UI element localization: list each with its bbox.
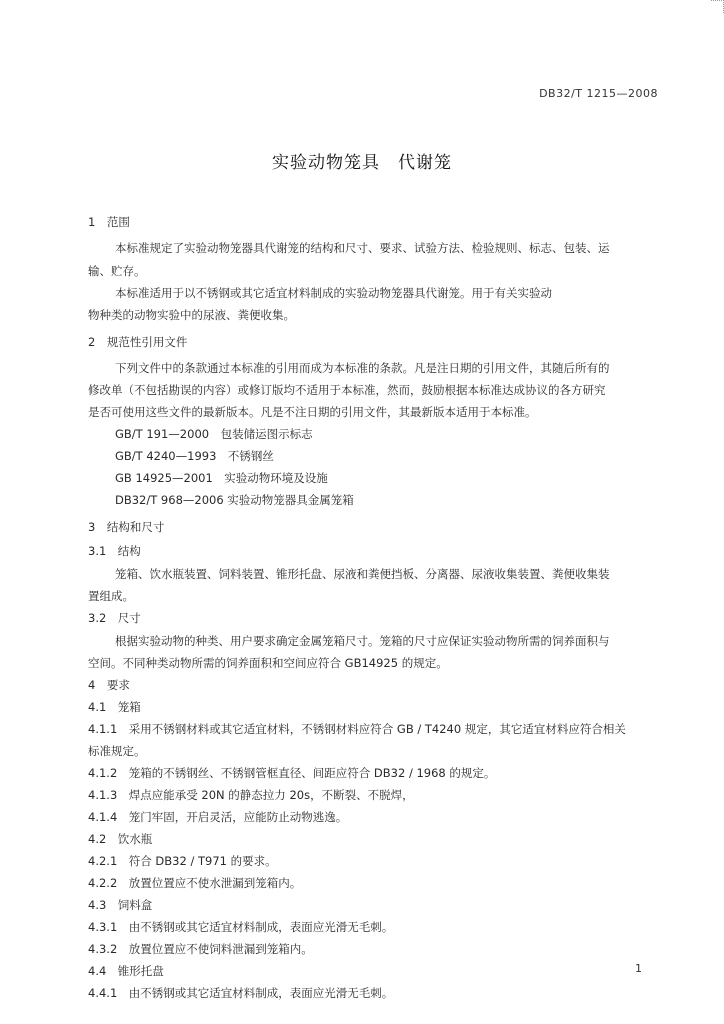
clause-4-1-3: 4.1.3 焊点应能承受 20N 的静态拉力 20s，不断裂、不脱焊， <box>88 788 414 802</box>
section-1-para-2: 本标准适用于以不锈钢或其它适宜材料制成的实验动物笼器具代谢笼。用于有关实验动 <box>115 286 552 300</box>
reference-item: GB/T 4240—1993 不锈钢丝 <box>115 449 274 463</box>
section-3-1-heading: 3.1 结构 <box>88 544 141 558</box>
clause-4-1-2: 4.1.2 笼箱的不锈钢丝、不锈钢管框直径、间距应符合 DB32 / 1968 的规定。 <box>88 766 496 780</box>
section-2-para-cont-1: 修改单（不包括勘误的内容）或修订版均不适用于本标准，然而，鼓励根据本标准达成协议的各方研究 <box>88 383 606 397</box>
clause-4-3-1: 4.3.1 由不锈钢或其它适宜材料制成，表面应光滑无毛刺。 <box>88 920 394 934</box>
clause-4-4-1: 4.4.1 由不锈钢或其它适宜材料制成，表面应光滑无毛刺。 <box>88 986 394 1000</box>
document-title: 实验动物笼具 代谢笼 <box>272 153 452 173</box>
section-3-2-para-cont: 空间。不同种类动物所需的饲养面积和空间应符合 GB14925 的规定。 <box>88 656 448 670</box>
section-1-para-1-cont: 输、贮存。 <box>88 264 146 278</box>
clause-4-1-1-cont: 标准规定。 <box>88 744 146 758</box>
clause-4-2-2: 4.2.2 放置位置应不使水泄漏到笼箱内。 <box>88 876 302 890</box>
section-2-para-cont-2: 是否可使用这些文件的最新版本。凡是不注日期的引用文件，其最新版本适用于本标准。 <box>88 405 537 419</box>
reference-item: GB 14925—2001 实验动物环境及设施 <box>115 471 328 485</box>
standard-number: DB32/T 1215—2008 <box>539 87 658 100</box>
section-3-2-para: 根据实验动物的种类、用户要求确定金属笼箱尺寸。笼箱的尺寸应保证实验动物所需的饲养面积与 <box>115 634 610 648</box>
section-3-1-para: 笼箱、饮水瓶装置、饲料装置、锥形托盘、尿液和粪便挡板、分离器、尿液收集装置、粪便收集装 <box>115 567 610 581</box>
reference-item: GB/T 191—2000 包装储运图示标志 <box>115 427 313 441</box>
reference-item: DB32/T 968—2006 实验动物笼器具金属笼箱 <box>115 493 354 507</box>
section-4-1-heading: 4.1 笼箱 <box>88 700 141 714</box>
section-3-2-heading: 3.2 尺寸 <box>88 611 141 625</box>
section-4-heading: 4 要求 <box>88 678 130 692</box>
section-1-para-1: 本标准规定了实验动物笼器具代谢笼的结构和尺寸、要求、试验方法、检验规则、标志、包装、运 <box>115 241 610 255</box>
section-4-4-heading: 4.4 锥形托盘 <box>88 964 164 978</box>
clause-4-2-1: 4.2.1 符合 DB32 / T971 的要求。 <box>88 854 277 868</box>
page-number: 1 <box>635 962 642 975</box>
clause-4-1-4: 4.1.4 笼门牢固，开启灵活，应能防止动物逃逸。 <box>88 810 348 824</box>
section-3-heading: 3 结构和尺寸 <box>88 520 165 534</box>
section-3-1-para-cont: 置组成。 <box>88 589 134 603</box>
page-corner-mark <box>711 0 724 13</box>
section-2-para: 下列文件中的条款通过本标准的引用而成为本标准的条款。凡是注日期的引用文件，其随后所有的 <box>115 361 610 375</box>
clause-4-3-2: 4.3.2 放置位置应不使饲料泄漏到笼箱内。 <box>88 942 313 956</box>
section-4-2-heading: 4.2 饮水瓶 <box>88 832 153 846</box>
section-1-heading: 1 范围 <box>88 215 130 229</box>
clause-4-1-1: 4.1.1 采用不锈钢材料或其它适宜材料，不锈钢材料应符合 GB / T4240 规定，其它适宜材料应符合相关 <box>88 722 626 736</box>
section-4-3-heading: 4.3 饲料盒 <box>88 898 153 912</box>
section-2-heading: 2 规范性引用文件 <box>88 335 188 349</box>
section-1-para-2-cont: 物种类的动物实验中的尿液、粪便收集。 <box>88 308 295 322</box>
